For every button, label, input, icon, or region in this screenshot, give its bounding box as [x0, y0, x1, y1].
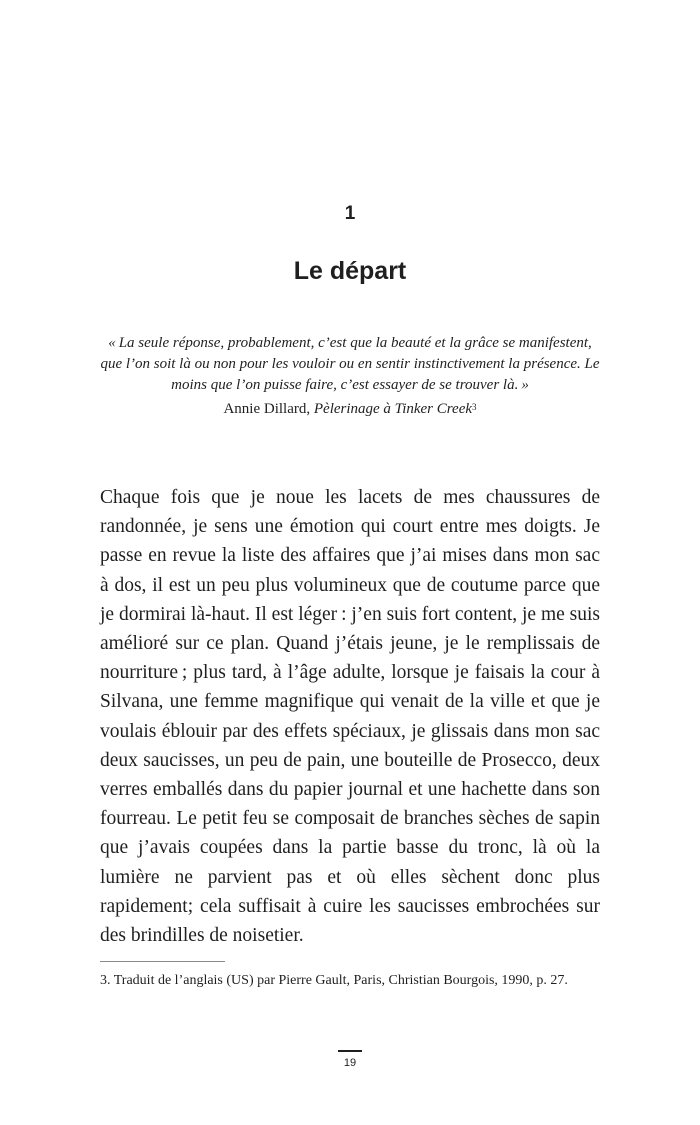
body-paragraph: Chaque fois que je noue les lacets de mes chaussures de randonnée, je sens une émotion qui court entre mes doigts. Je passe en revue la liste des affaires que j’ai mises dans mon sac à dos, il est un peu plus volumineux que de coutume parce que je dormirai là-haut. Il est léger : j’en suis fort content, je me suis amélioré sur ce plan. Quand j’étais jeune, je le remplissais de nourriture ; plus tard, à l’âge adulte, lorsque je faisais la cour à Silvana, une femme magnifique qui venait de la ville et que je voulais éblouir par des effets spéciaux, je glissais dans mon sac deux saucisses, un peu de pain, une bouteille de Prosecco, deux verres emballés dans du papier journal et une hachette dans son fourreau. Le petit feu se composait de branches sèches de sapin que j’avais coupées dans la partie basse du tronc, là où la lumière ne parvient pas et où elles sèchent donc plus rapidement; cela suffisait à cuire les saucisses embrochées sur des brindilles de noisetier.: [100, 487, 600, 947]
epigraph: [100, 333, 600, 420]
page-number-rule: [338, 1050, 362, 1052]
epigraph-quote: « La seule réponse, probablement, c’est que la beauté et la grâce se manifestent, que l’on soit là ou non pour les vouloir ou en sentir instinctivement la présence. Le moins que l’on puisse faire, c’est essayer de se trouver là. »: [100, 335, 600, 393]
chapter-title: Le départ: [293, 257, 407, 285]
epigraph-book-title: Pèlerinage à Tinker Creek: [313, 401, 473, 417]
footnote-reference[interactable]: 3: [472, 402, 477, 412]
footnote: 3. Traduit de l’anglais (US) par Pierre Gault, Paris, Christian Bourgois, 1990, p. 27.: [100, 973, 568, 988]
footnote-separator: [100, 961, 225, 962]
page-number: 19: [343, 1057, 357, 1069]
chapter-number: 1: [344, 203, 356, 224]
epigraph-author: Annie Dillard,: [223, 401, 314, 417]
epigraph-attribution: [100, 399, 600, 420]
